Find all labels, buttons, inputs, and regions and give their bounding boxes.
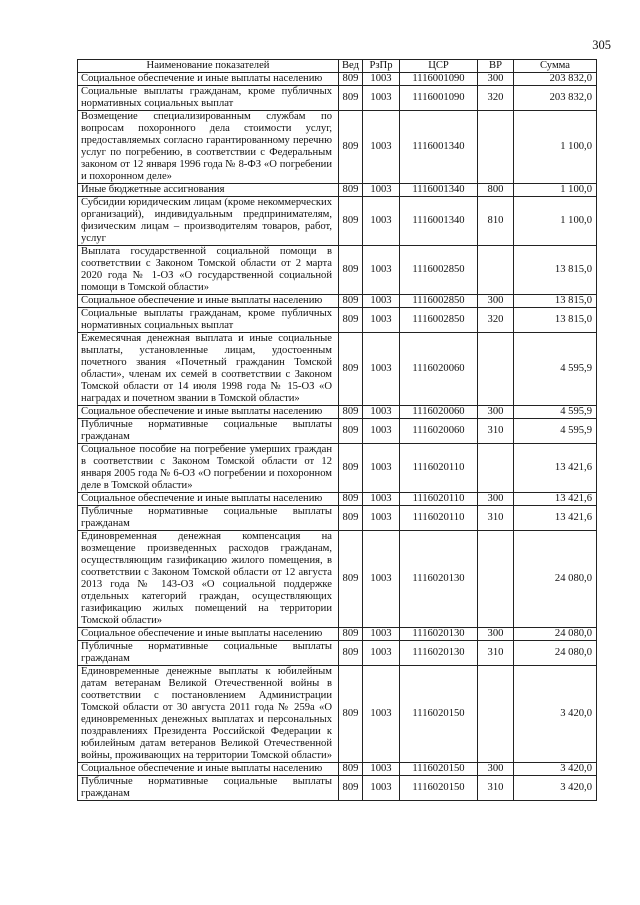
- cell-csr: 1116020110: [400, 506, 478, 531]
- cell-vr: 300: [478, 628, 514, 641]
- table-row: [78, 419, 597, 444]
- cell-csr: 1116020150: [400, 666, 478, 763]
- cell-rzpr: 1003: [363, 641, 400, 666]
- cell-csr: 1116020060: [400, 406, 478, 419]
- cell-name: Социальное обеспечение и иные выплаты населению: [78, 73, 339, 86]
- cell-rzpr: 1003: [363, 493, 400, 506]
- cell-csr: 1116001340: [400, 184, 478, 197]
- cell-name: Социальные выплаты гражданам, кроме публичных нормативных социальных выплат: [78, 308, 339, 333]
- table-row: [78, 246, 597, 295]
- cell-csr: 1116020130: [400, 531, 478, 628]
- cell-sum: 3 420,0: [514, 666, 597, 763]
- cell-vr: 300: [478, 763, 514, 776]
- cell-sum: 13 815,0: [514, 295, 597, 308]
- cell-ved: 809: [339, 333, 363, 406]
- cell-csr: 1116020150: [400, 776, 478, 801]
- cell-rzpr: 1003: [363, 333, 400, 406]
- cell-ved: 809: [339, 776, 363, 801]
- cell-ved: 809: [339, 419, 363, 444]
- cell-sum: 1 100,0: [514, 184, 597, 197]
- header-vr: ВР: [478, 60, 514, 73]
- cell-rzpr: 1003: [363, 406, 400, 419]
- table-row: [78, 308, 597, 333]
- cell-ved: 809: [339, 531, 363, 628]
- cell-sum: 13 421,6: [514, 444, 597, 493]
- cell-csr: 1116002850: [400, 308, 478, 333]
- cell-csr: 1116020150: [400, 763, 478, 776]
- cell-vr: 310: [478, 641, 514, 666]
- table-body: [78, 73, 597, 801]
- cell-name: Социальные выплаты гражданам, кроме публичных нормативных социальных выплат: [78, 86, 339, 111]
- cell-vr: 310: [478, 419, 514, 444]
- cell-vr: 320: [478, 86, 514, 111]
- cell-ved: 809: [339, 246, 363, 295]
- cell-ved: 809: [339, 86, 363, 111]
- table-row: [78, 763, 597, 776]
- cell-name: Субсидии юридическим лицам (кроме некоммерческих организаций), индивидуальным предпринимателям, физическим лицам – производителям товаров, работ, услуг: [78, 197, 339, 246]
- header-sum: Сумма: [514, 60, 597, 73]
- table-row: [78, 333, 597, 406]
- cell-sum: 13 421,6: [514, 493, 597, 506]
- cell-name: Социальное обеспечение и иные выплаты населению: [78, 406, 339, 419]
- cell-rzpr: 1003: [363, 419, 400, 444]
- cell-csr: 1116020060: [400, 333, 478, 406]
- cell-name: Иные бюджетные ассигнования: [78, 184, 339, 197]
- header-csr: ЦСР: [400, 60, 478, 73]
- cell-sum: 24 080,0: [514, 641, 597, 666]
- cell-vr: 310: [478, 776, 514, 801]
- cell-ved: 809: [339, 444, 363, 493]
- cell-vr: 810: [478, 197, 514, 246]
- cell-sum: 203 832,0: [514, 73, 597, 86]
- cell-vr: [478, 111, 514, 184]
- table-row: [78, 295, 597, 308]
- cell-name: Выплата государственной социальной помощи в соответствии с Законом Томской области от 2 марта 2020 года № 1-ОЗ «О государственной социальной помощи в Томской области»: [78, 246, 339, 295]
- table-row: [78, 73, 597, 86]
- table-row: [78, 444, 597, 493]
- table-row: [78, 628, 597, 641]
- cell-ved: 809: [339, 628, 363, 641]
- cell-vr: 310: [478, 506, 514, 531]
- cell-rzpr: 1003: [363, 763, 400, 776]
- header-ved: Вед: [339, 60, 363, 73]
- cell-rzpr: 1003: [363, 531, 400, 628]
- table-row: [78, 666, 597, 763]
- cell-name: Публичные нормативные социальные выплаты гражданам: [78, 419, 339, 444]
- cell-ved: 809: [339, 111, 363, 184]
- cell-name: Публичные нормативные социальные выплаты гражданам: [78, 776, 339, 801]
- cell-name: Единовременные денежные выплаты к юбилейным датам ветеранам Великой Отечественной войны в соответствии с постановлением Администрации Томской области от 30 августа 2011 года № 259а «О единовременных денежных выплатах и персональных поздравлениях Президента Российской Федерации к юбилейным датам ветеранов Великой Отечественной войны, проживающих на территории Томской области»: [78, 666, 339, 763]
- table-header: [78, 60, 597, 73]
- cell-sum: 203 832,0: [514, 86, 597, 111]
- cell-vr: 300: [478, 493, 514, 506]
- cell-vr: [478, 531, 514, 628]
- cell-vr: [478, 666, 514, 763]
- table-row: [78, 406, 597, 419]
- cell-sum: 13 815,0: [514, 308, 597, 333]
- table-row: [78, 184, 597, 197]
- cell-csr: 1116001090: [400, 86, 478, 111]
- table-row: [78, 111, 597, 184]
- cell-vr: 800: [478, 184, 514, 197]
- cell-sum: 1 100,0: [514, 197, 597, 246]
- cell-rzpr: 1003: [363, 246, 400, 295]
- cell-name: Социальное пособие на погребение умерших граждан в соответствии с Законом Томской области от 12 января 2005 года № 6-ОЗ «О погребении и похоронном деле в Томской области»: [78, 444, 339, 493]
- cell-ved: 809: [339, 184, 363, 197]
- cell-rzpr: 1003: [363, 295, 400, 308]
- cell-name: Социальное обеспечение и иные выплаты населению: [78, 628, 339, 641]
- cell-rzpr: 1003: [363, 73, 400, 86]
- header-name: Наименование показателей: [78, 60, 339, 73]
- cell-csr: 1116020130: [400, 628, 478, 641]
- cell-csr: 1116001340: [400, 197, 478, 246]
- cell-rzpr: 1003: [363, 628, 400, 641]
- cell-csr: 1116020110: [400, 444, 478, 493]
- cell-name: Публичные нормативные социальные выплаты гражданам: [78, 506, 339, 531]
- cell-vr: 300: [478, 295, 514, 308]
- cell-sum: 3 420,0: [514, 776, 597, 801]
- cell-rzpr: 1003: [363, 86, 400, 111]
- cell-name: Возмещение специализированным службам по вопросам похоронного дела стоимости услуг, предоставляемых согласно гарантированному перечню услуг по погребению, в соответствии с Федеральным законом от 12 января 1996 года № 8-ФЗ «О погребении и похоронном деле»: [78, 111, 339, 184]
- cell-ved: 809: [339, 763, 363, 776]
- page-number: 305: [592, 38, 611, 52]
- table-row: [78, 641, 597, 666]
- cell-ved: 809: [339, 666, 363, 763]
- cell-rzpr: 1003: [363, 444, 400, 493]
- cell-sum: 13 815,0: [514, 246, 597, 295]
- cell-ved: 809: [339, 73, 363, 86]
- cell-sum: 4 595,9: [514, 406, 597, 419]
- cell-rzpr: 1003: [363, 197, 400, 246]
- cell-vr: [478, 246, 514, 295]
- cell-name: Социальное обеспечение и иные выплаты населению: [78, 763, 339, 776]
- cell-csr: 1116020130: [400, 641, 478, 666]
- header-rzpr: РзПр: [363, 60, 400, 73]
- cell-vr: 300: [478, 73, 514, 86]
- cell-sum: 24 080,0: [514, 628, 597, 641]
- cell-sum: 1 100,0: [514, 111, 597, 184]
- cell-name: Социальное обеспечение и иные выплаты населению: [78, 295, 339, 308]
- cell-rzpr: 1003: [363, 184, 400, 197]
- cell-ved: 809: [339, 641, 363, 666]
- cell-csr: 1116001090: [400, 73, 478, 86]
- cell-name: Публичные нормативные социальные выплаты гражданам: [78, 641, 339, 666]
- cell-vr: 300: [478, 406, 514, 419]
- cell-rzpr: 1003: [363, 776, 400, 801]
- cell-csr: 1116002850: [400, 295, 478, 308]
- cell-name: Ежемесячная денежная выплата и иные социальные выплаты, установленные лицам, удостоенным почетного звания «Почетный гражданин Томской области», членам их семей в соответствии с Законом Томской области от 14 июля 1998 года № 15-ОЗ «О наградах и почетном звании в Томской области»: [78, 333, 339, 406]
- cell-csr: 1116020110: [400, 493, 478, 506]
- cell-csr: 1116002850: [400, 246, 478, 295]
- cell-sum: 3 420,0: [514, 763, 597, 776]
- cell-csr: 1116001340: [400, 111, 478, 184]
- header-row: [78, 60, 597, 73]
- cell-sum: 13 421,6: [514, 506, 597, 531]
- cell-ved: 809: [339, 295, 363, 308]
- cell-rzpr: 1003: [363, 506, 400, 531]
- cell-sum: 4 595,9: [514, 333, 597, 406]
- cell-name: Единовременная денежная компенсация на возмещение произведенных расходов гражданам, осуществляющим газификацию жилого помещения, в соответствии с Законом Томской области от 12 августа 2013 года № 143-ОЗ «О социальной поддержке отдельных категорий граждан, осуществляющих газификацию жилых помещений на территории Томской области»: [78, 531, 339, 628]
- table-row: [78, 776, 597, 801]
- cell-rzpr: 1003: [363, 308, 400, 333]
- table-row: [78, 493, 597, 506]
- cell-vr: 320: [478, 308, 514, 333]
- cell-name: Социальное обеспечение и иные выплаты населению: [78, 493, 339, 506]
- cell-sum: 24 080,0: [514, 531, 597, 628]
- cell-rzpr: 1003: [363, 666, 400, 763]
- table-row: [78, 506, 597, 531]
- cell-vr: [478, 333, 514, 406]
- cell-rzpr: 1003: [363, 111, 400, 184]
- table-row: [78, 86, 597, 111]
- table-row: [78, 197, 597, 246]
- cell-ved: 809: [339, 197, 363, 246]
- cell-vr: [478, 444, 514, 493]
- budget-table: [77, 59, 597, 801]
- cell-csr: 1116020060: [400, 419, 478, 444]
- cell-ved: 809: [339, 506, 363, 531]
- cell-ved: 809: [339, 406, 363, 419]
- cell-ved: 809: [339, 493, 363, 506]
- cell-ved: 809: [339, 308, 363, 333]
- table-row: [78, 531, 597, 628]
- cell-sum: 4 595,9: [514, 419, 597, 444]
